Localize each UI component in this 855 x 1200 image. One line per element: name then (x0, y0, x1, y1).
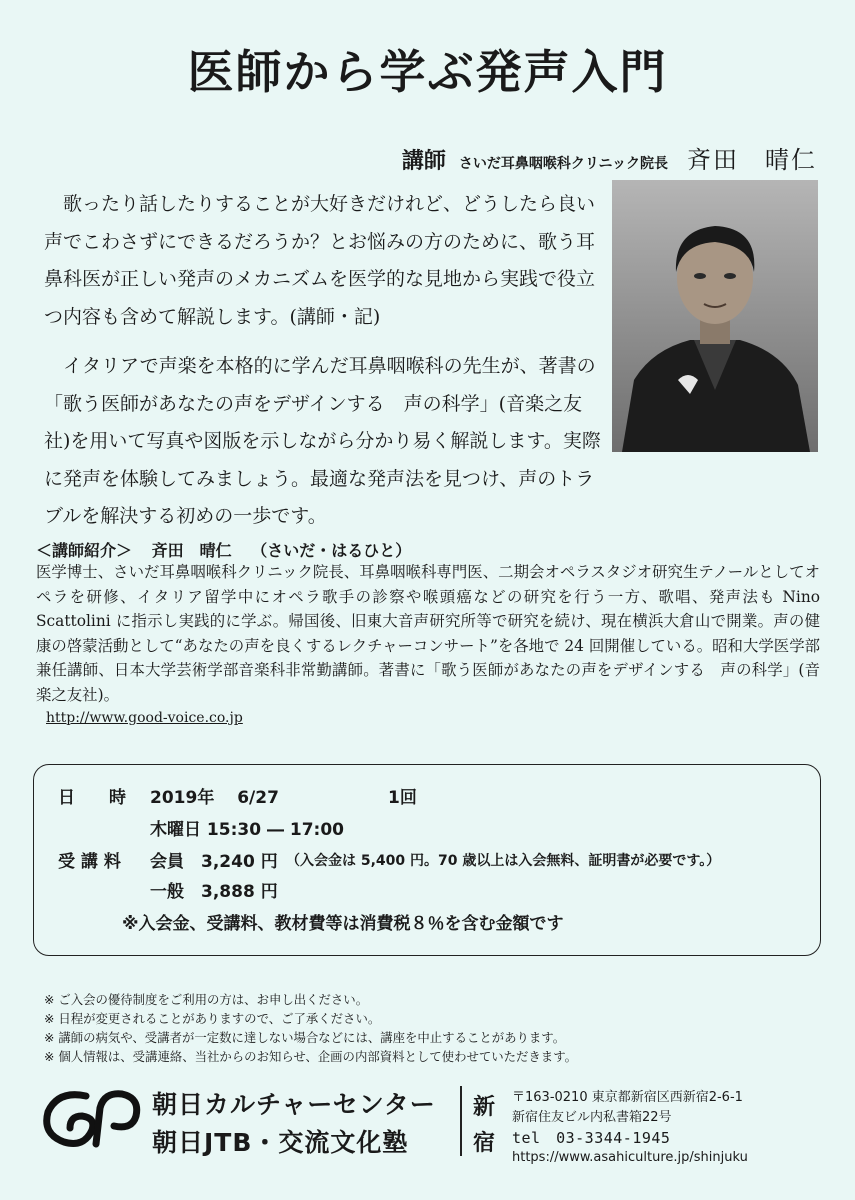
org-line-2: 朝日JTB・交流文化塾 (152, 1128, 409, 1157)
note-item: ※ 個人情報は、受講連絡、当社からのお知らせ、企画の内部資料として使わせていただきます。 (44, 1049, 577, 1064)
org-line-1: 朝日カルチャーセンター (152, 1090, 436, 1119)
address-line-2: 新宿住友ビル内私書箱22号 (512, 1110, 672, 1125)
lecturer-clinic: さいだ耳鼻咽喉科クリニック院長 (458, 156, 668, 172)
web-address[interactable]: https://www.asahiculture.jp/shinjuku (512, 1150, 748, 1165)
organization-name (152, 1086, 436, 1162)
lecturer-photo (612, 180, 818, 452)
date-value: 2019年 6/27 (150, 788, 279, 808)
intro-text (44, 186, 602, 548)
note-item: ※ 講師の病気や、受講者が一定数に達しない場合などには、講座を中止することがあります。 (44, 1030, 566, 1045)
bio-heading-label: ＜講師紹介＞ (36, 541, 133, 560)
address-line-1: 〒163-0210 東京都新宿区西新宿2-6-1 (512, 1090, 743, 1105)
weekday-time: 木曜日 15:30 ― 17:00 (150, 820, 344, 840)
general-fee: 一般 3,888 円 (150, 882, 278, 902)
session-count: 1回 (388, 788, 417, 808)
telephone[interactable]: tel 03-3344-1945 (512, 1129, 671, 1147)
notes-list (44, 990, 577, 1066)
asahi-culture-logo-icon (38, 1082, 148, 1152)
website-link[interactable]: http://www.good-voice.co.jp (46, 710, 243, 726)
page-title: 医師から学ぶ発声入門 (187, 45, 668, 99)
intro-paragraph-1: 歌ったり話したりすることが大好きだけれど、どうしたら良い声でこわさずにできるだろうか？とお悩みの方のために、歌う耳鼻科医が正しい発声のメカニズムを医学的な見地から実践で役立つ内容も含めて解説します。(講師・記) (44, 193, 596, 328)
bio-text: 医学博士、さいだ耳鼻咽喉科クリニック院長、耳鼻咽喉科専門医、二期会オペラスタジオ研究生テノールとしてオペラを研修、イタリア留学中にオペラ歌手の診察や喉頭癌などの研究を行う一方、歌唱、発声法も Nino Scattolini に指示し実践的に学ぶ。帰国後、旧東大音声研究所等で研究を続け、現在横浜大倉山で開業。声の健康の啓蒙活動として“あなたの声を良くするレクチャーコンサート”を各地で 24 回開催している。昭和大学医学部兼任講師、日本大学芸術学部音楽科非常勤講師。著書に「歌う医師があなたの声をデザインする 声の科学」(音楽之友社)。 (36, 563, 820, 704)
intro-paragraph-2: イタリアで声楽を本格的に学んだ耳鼻咽喉科の先生が、著書の「歌う医師があなたの声をデザインする 声の科学」(音楽之友社)を用いて写真や図版を示しながら分かり易く解説します。実際に発声を体験してみましょう。最適な発声法を見つけ、声のトラブルを解決する初めの一歩です。 (44, 355, 601, 527)
schedule-box (33, 764, 821, 956)
tax-note: ※入会金、受講料、教材費等は消費税８％を含む金額です (122, 914, 564, 934)
branch-line-2: 宿 (473, 1131, 496, 1156)
fee-label: 受 講 料 (58, 852, 121, 872)
bio-reading: （さいだ・はるひと） (251, 541, 412, 560)
lecturer-portrait-image (612, 180, 818, 452)
lecturer-role: 講師 (401, 149, 446, 174)
contact-info (512, 1088, 748, 1168)
bio-heading (36, 538, 425, 561)
lecturer-line (402, 140, 817, 175)
footer-divider (460, 1086, 462, 1156)
member-fee-note: （入会金は 5,400 円。70 歳以上は入会無料、証明書が必要です。） (286, 853, 721, 869)
date-label: 日 時 (58, 788, 126, 808)
note-item: ※ ご入会の優待制度をご利用の方は、お申し出ください。 (44, 992, 369, 1007)
member-fee: 会員 3,240 円 (150, 852, 278, 872)
bio-name: 斉田 晴仁 (151, 541, 232, 560)
branch-name (473, 1090, 499, 1162)
lecturer-name: 斉田 晴仁 (687, 146, 817, 174)
note-item: ※ 日程が変更されることがありますので、ご了承ください。 (44, 1011, 381, 1026)
branch-line-1: 新 (473, 1095, 496, 1120)
